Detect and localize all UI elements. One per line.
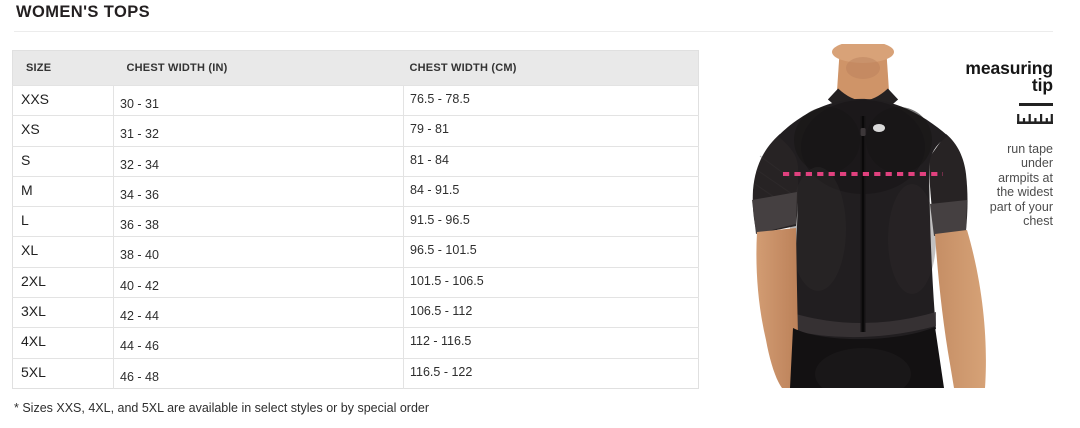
chest-in-cell: 44 - 46 xyxy=(114,328,404,358)
footnote: * Sizes XXS, 4XL, and 5XL are available in select styles or by special order xyxy=(14,401,430,415)
size-cell: 3XL xyxy=(13,298,114,328)
size-table xyxy=(12,50,699,389)
title-divider xyxy=(14,31,1053,32)
measuring-tip-text: run tape under armpits at the widest part of your chest xyxy=(989,141,1053,229)
size-table-body xyxy=(13,86,699,389)
table-row xyxy=(13,358,699,388)
size-chart-table xyxy=(12,50,699,389)
size-cell: L xyxy=(13,207,114,237)
size-cell: 4XL xyxy=(13,328,114,358)
table-row xyxy=(13,86,699,116)
measuring-tip-title: measuring tip xyxy=(965,58,1053,95)
chest-cm-cell: 96.5 - 101.5 xyxy=(404,237,699,267)
chest-in-cell: 31 - 32 xyxy=(114,116,404,146)
chest-in-cell: 32 - 34 xyxy=(114,146,404,176)
size-cell: 5XL xyxy=(13,358,114,388)
model-photo xyxy=(700,44,992,388)
table-row xyxy=(13,207,699,237)
size-cell: XXS xyxy=(13,86,114,116)
chest-in-cell: 46 - 48 xyxy=(114,358,404,388)
chest-in-cell: 38 - 40 xyxy=(114,237,404,267)
chest-cm-cell: 91.5 - 96.5 xyxy=(404,207,699,237)
size-cell: M xyxy=(13,176,114,206)
col-header-size: SIZE xyxy=(13,51,114,86)
header-row xyxy=(13,51,699,86)
table-row xyxy=(13,237,699,267)
jersey-logo xyxy=(873,124,885,132)
table-row xyxy=(13,146,699,176)
page-title: WOMEN'S TOPS xyxy=(16,3,151,21)
size-cell: S xyxy=(13,146,114,176)
chest-in-cell: 30 - 31 xyxy=(114,86,404,116)
size-cell: XS xyxy=(13,116,114,146)
table-row xyxy=(13,298,699,328)
size-cell: XL xyxy=(13,237,114,267)
col-header-chest-cm: CHEST WIDTH (CM) xyxy=(404,51,699,86)
tip-divider xyxy=(1019,103,1053,106)
chest-in-cell: 42 - 44 xyxy=(114,298,404,328)
table-row xyxy=(13,176,699,206)
chest-cm-cell: 106.5 - 112 xyxy=(404,298,699,328)
chest-in-cell: 34 - 36 xyxy=(114,176,404,206)
table-row xyxy=(13,116,699,146)
size-table-header xyxy=(13,51,699,86)
chest-cm-cell: 116.5 - 122 xyxy=(404,358,699,388)
chest-cm-cell: 101.5 - 106.5 xyxy=(404,267,699,297)
col-header-chest-in: CHEST WIDTH (IN) xyxy=(114,51,404,86)
chest-cm-cell: 81 - 84 xyxy=(404,146,699,176)
chest-cm-cell: 112 - 116.5 xyxy=(404,328,699,358)
size-cell: 2XL xyxy=(13,267,114,297)
chest-cm-cell: 76.5 - 78.5 xyxy=(404,86,699,116)
table-row xyxy=(13,328,699,358)
chest-in-cell: 40 - 42 xyxy=(114,267,404,297)
jersey-torso xyxy=(778,99,948,342)
chest-cm-cell: 84 - 91.5 xyxy=(404,176,699,206)
chest-cm-cell: 79 - 81 xyxy=(404,116,699,146)
table-row xyxy=(13,267,699,297)
chest-in-cell: 36 - 38 xyxy=(114,207,404,237)
